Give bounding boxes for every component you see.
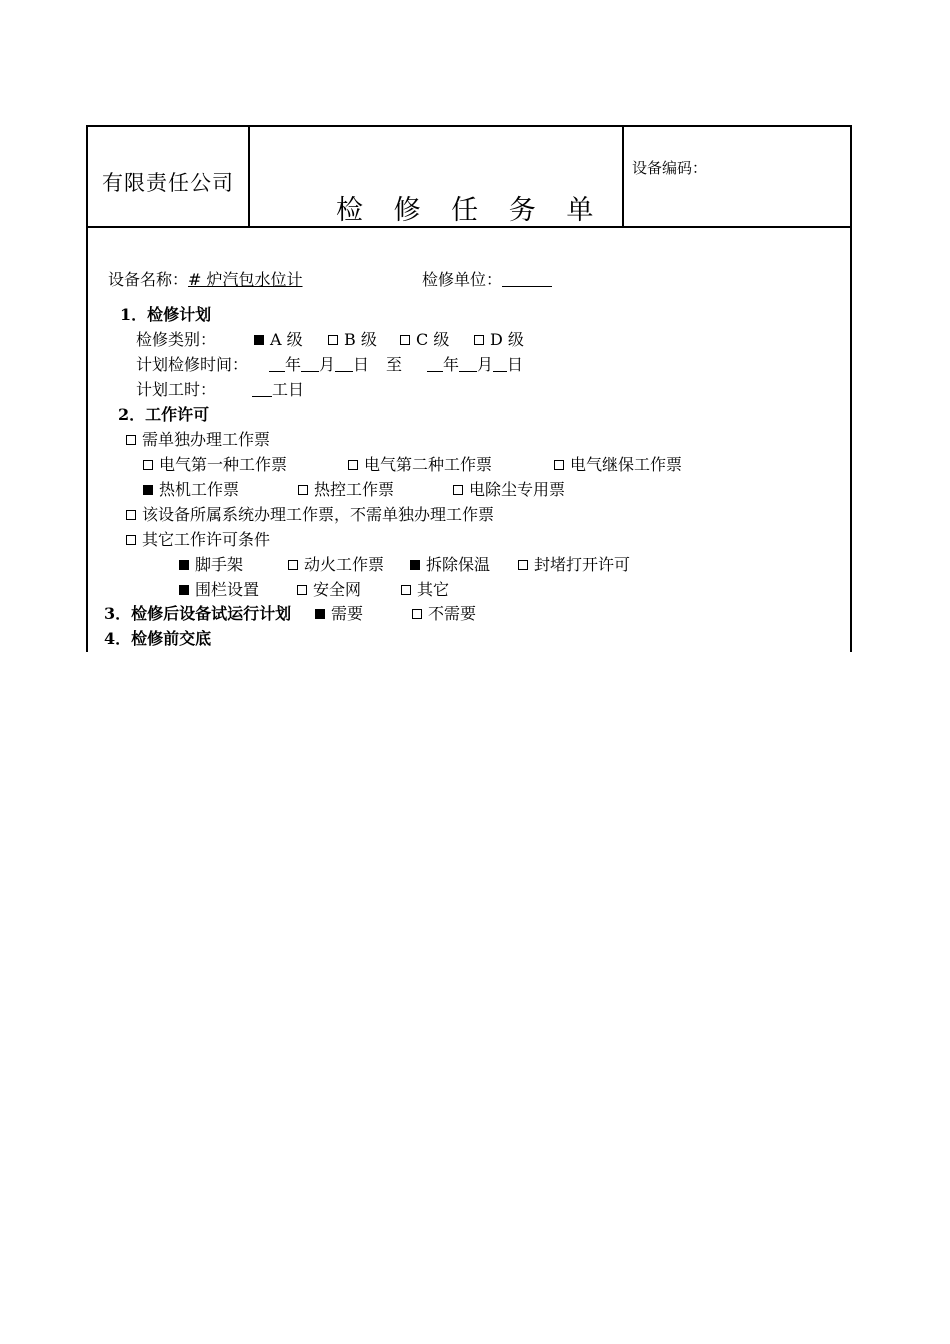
checkbox-icon bbox=[348, 460, 358, 470]
grade-b[interactable]: B 级 bbox=[328, 330, 377, 350]
checkbox-icon bbox=[254, 335, 264, 345]
category-label: 检修类别： bbox=[136, 330, 217, 349]
device-code-label: 设备编码： bbox=[632, 159, 708, 177]
checkbox-icon bbox=[410, 560, 420, 570]
section2-heading: 2．工作许可 bbox=[118, 405, 210, 424]
checkbox-icon bbox=[179, 560, 189, 570]
plan-hours-label: 计划工时： bbox=[136, 380, 217, 399]
checkbox-icon bbox=[126, 510, 136, 520]
section4-heading: 4．检修前交底 bbox=[104, 629, 212, 648]
checkbox-icon bbox=[143, 485, 153, 495]
condition-option[interactable]: 拆除保温 bbox=[410, 555, 490, 575]
checkbox-icon bbox=[412, 609, 422, 619]
device-name-row bbox=[108, 270, 303, 290]
company-name: 有限责任公司 bbox=[102, 171, 234, 195]
checkbox-icon bbox=[401, 585, 411, 595]
other-conditions-option[interactable]: 其它工作许可条件 bbox=[126, 530, 270, 550]
grade-c[interactable]: C 级 bbox=[400, 330, 449, 350]
form-left-border bbox=[86, 125, 88, 652]
checkbox-icon bbox=[288, 560, 298, 570]
trial-run-option[interactable]: 不需要 bbox=[412, 604, 476, 624]
checkbox-icon bbox=[518, 560, 528, 570]
condition-option[interactable]: 围栏设置 bbox=[179, 580, 259, 600]
repair-unit-label: 检修单位： bbox=[422, 270, 503, 289]
checkbox-icon bbox=[400, 335, 410, 345]
checkbox-icon bbox=[126, 535, 136, 545]
plan-hours-field[interactable]: 工日 bbox=[252, 380, 304, 400]
checkbox-icon bbox=[474, 335, 484, 345]
form-top-border bbox=[86, 125, 852, 127]
system-ticket-option[interactable]: 该设备所属系统办理工作票，不需单独办理工作票 bbox=[126, 505, 494, 525]
task-form bbox=[86, 125, 852, 652]
section1-heading: 1．检修计划 bbox=[120, 305, 212, 324]
device-name-label: 设备名称： bbox=[108, 270, 189, 289]
ticket-option[interactable]: 热机工作票 bbox=[143, 480, 239, 500]
checkbox-icon bbox=[453, 485, 463, 495]
header-divider-left bbox=[248, 125, 250, 228]
form-title: 检 修 任 务 单 bbox=[336, 195, 605, 226]
condition-option[interactable]: 安全网 bbox=[297, 580, 361, 600]
plan-time-to: 至 bbox=[386, 355, 403, 374]
checkbox-icon bbox=[298, 485, 308, 495]
section3-heading: 3．检修后设备试运行计划 bbox=[104, 604, 292, 623]
ticket-option[interactable]: 电气继保工作票 bbox=[554, 455, 682, 475]
condition-option[interactable]: 封堵打开许可 bbox=[518, 555, 630, 575]
ticket-option[interactable]: 电气第二种工作票 bbox=[348, 455, 492, 475]
repair-unit-field[interactable] bbox=[502, 272, 552, 287]
ticket-option[interactable]: 热控工作票 bbox=[298, 480, 394, 500]
condition-option[interactable]: 其它 bbox=[401, 580, 449, 600]
checkbox-icon bbox=[297, 585, 307, 595]
plan-time-end[interactable]: 年 月 日 bbox=[427, 355, 523, 375]
checkbox-icon bbox=[179, 585, 189, 595]
plan-time-start[interactable]: 年 月 日 bbox=[269, 355, 369, 375]
condition-option[interactable]: 脚手架 bbox=[179, 555, 243, 575]
grade-d[interactable]: D 级 bbox=[474, 330, 524, 350]
ticket-option[interactable]: 电除尘专用票 bbox=[453, 480, 565, 500]
condition-option[interactable]: 动火工作票 bbox=[288, 555, 384, 575]
checkbox-icon bbox=[554, 460, 564, 470]
plan-time-label: 计划检修时间： bbox=[136, 355, 249, 374]
grade-a[interactable]: A 级 bbox=[254, 330, 303, 350]
checkbox-icon bbox=[315, 609, 325, 619]
checkbox-icon bbox=[328, 335, 338, 345]
form-right-border bbox=[850, 125, 852, 652]
checkbox-icon bbox=[126, 435, 136, 445]
checkbox-icon bbox=[143, 460, 153, 470]
trial-run-option[interactable]: 需要 bbox=[315, 604, 363, 624]
separate-ticket-option[interactable]: 需单独办理工作票 bbox=[126, 430, 270, 450]
device-name-value[interactable]: # 炉汽包水位计 bbox=[188, 270, 303, 289]
ticket-option[interactable]: 电气第一种工作票 bbox=[143, 455, 287, 475]
repair-unit-row bbox=[422, 270, 552, 290]
header-divider-right bbox=[622, 125, 624, 228]
